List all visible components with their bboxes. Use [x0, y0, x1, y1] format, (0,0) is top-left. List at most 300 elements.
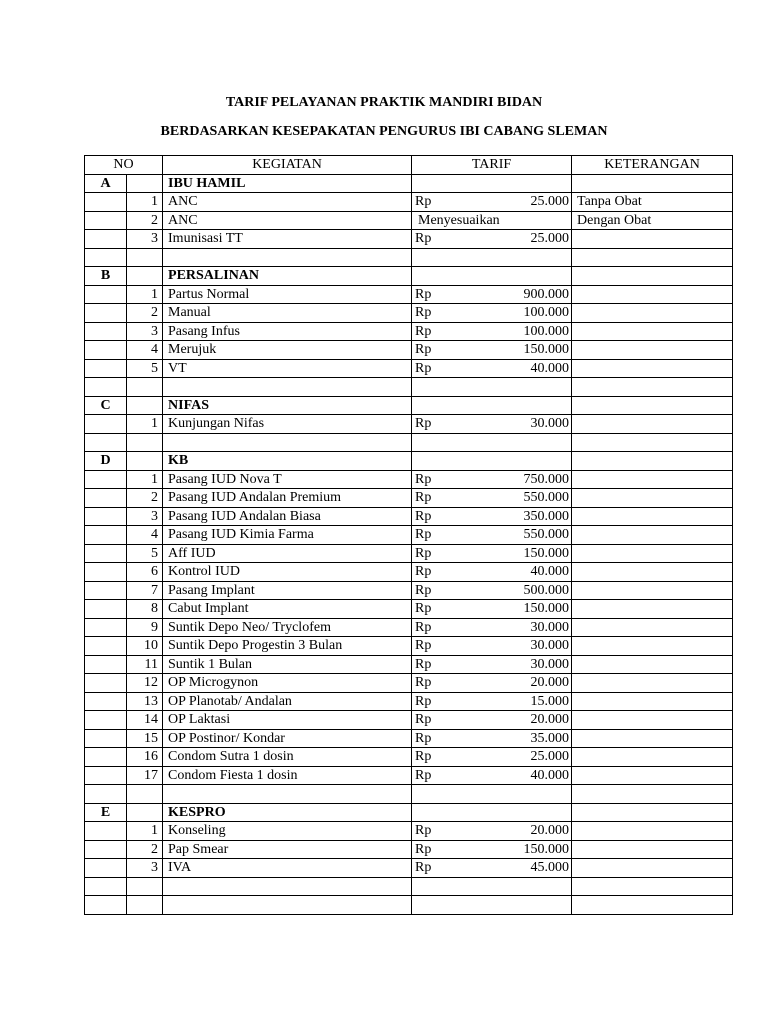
item-keterangan: [572, 692, 733, 711]
item-number: 5: [127, 544, 163, 563]
section-title: KB: [163, 452, 412, 471]
item-number: 3: [127, 507, 163, 526]
item-tarif: [412, 470, 572, 489]
cell-code-empty: [85, 822, 127, 841]
tarif-amount: 25.000: [530, 194, 570, 210]
item-keterangan: [572, 840, 733, 859]
item-number: 15: [127, 729, 163, 748]
table-row: [85, 193, 733, 212]
table-row: [85, 285, 733, 304]
currency-label: Rp: [415, 231, 432, 247]
item-keterangan: [572, 563, 733, 582]
item-keterangan: [572, 470, 733, 489]
section-code: C: [85, 396, 127, 415]
empty-cell: [572, 785, 733, 804]
tarif-amount: 350.000: [523, 508, 570, 524]
empty-cell: [412, 433, 572, 452]
empty-row: [85, 785, 733, 804]
cell-code-empty: [85, 618, 127, 637]
item-number: 1: [127, 822, 163, 841]
currency-label: Rp: [415, 693, 432, 709]
item-number: 1: [127, 285, 163, 304]
item-kegiatan: Konseling: [163, 822, 412, 841]
currency-label: Rp: [415, 305, 432, 321]
empty-cell: [127, 877, 163, 896]
item-kegiatan: Suntik Depo Neo/ Tryclofem: [163, 618, 412, 637]
cell-code-empty: [85, 211, 127, 230]
table-row: [85, 230, 733, 249]
item-keterangan: [572, 507, 733, 526]
item-keterangan: [572, 748, 733, 767]
item-number: 5: [127, 359, 163, 378]
empty-cell: [85, 248, 127, 267]
item-keterangan: [572, 322, 733, 341]
item-tarif: [412, 415, 572, 434]
empty-row: [85, 433, 733, 452]
currency-label: Rp: [415, 767, 432, 783]
item-kegiatan: Pap Smear: [163, 840, 412, 859]
item-tarif: [412, 674, 572, 693]
currency-label: Rp: [415, 360, 432, 376]
cell-num-empty: [127, 803, 163, 822]
tarif-amount: 750.000: [523, 471, 570, 487]
cell-code-empty: [85, 230, 127, 249]
cell-keterangan-empty: [572, 267, 733, 286]
cell-code-empty: [85, 637, 127, 656]
item-kegiatan: Condom Fiesta 1 dosin: [163, 766, 412, 785]
cell-code-empty: [85, 507, 127, 526]
item-number: 12: [127, 674, 163, 693]
item-tarif: [412, 563, 572, 582]
currency-label: Rp: [415, 416, 432, 432]
empty-cell: [163, 378, 412, 397]
section-row: [85, 396, 733, 415]
table-header-row: [85, 156, 733, 175]
cell-keterangan-empty: [572, 174, 733, 193]
cell-code-empty: [85, 766, 127, 785]
currency-label: Rp: [415, 508, 432, 524]
item-keterangan: [572, 655, 733, 674]
currency-label: Rp: [415, 675, 432, 691]
tarif-amount: 40.000: [530, 767, 570, 783]
cell-tarif-empty: [412, 803, 572, 822]
item-kegiatan: Kunjungan Nifas: [163, 415, 412, 434]
section-title: NIFAS: [163, 396, 412, 415]
table-row: [85, 674, 733, 693]
item-kegiatan: Pasang IUD Kimia Farma: [163, 526, 412, 545]
cell-code-empty: [85, 600, 127, 619]
item-keterangan: [572, 859, 733, 878]
empty-cell: [85, 896, 127, 915]
cell-code-empty: [85, 415, 127, 434]
tarif-amount: 150.000: [523, 841, 570, 857]
cell-keterangan-empty: [572, 452, 733, 471]
item-kegiatan: Pasang IUD Andalan Biasa: [163, 507, 412, 526]
item-number: 16: [127, 748, 163, 767]
tarif-amount: 30.000: [530, 638, 570, 654]
section-row: [85, 452, 733, 471]
item-keterangan: [572, 618, 733, 637]
tarif-amount: 15.000: [530, 693, 570, 709]
currency-label: Rp: [415, 564, 432, 580]
cell-code-empty: [85, 544, 127, 563]
empty-cell: [85, 433, 127, 452]
item-tarif: [412, 637, 572, 656]
cell-code-empty: [85, 655, 127, 674]
table-row: [85, 544, 733, 563]
table-row: [85, 581, 733, 600]
empty-cell: [127, 248, 163, 267]
table-row: [85, 526, 733, 545]
item-tarif: [412, 526, 572, 545]
cell-code-empty: [85, 692, 127, 711]
table-row: [85, 618, 733, 637]
section-code: A: [85, 174, 127, 193]
item-number: 8: [127, 600, 163, 619]
item-tarif: [412, 822, 572, 841]
cell-code-empty: [85, 193, 127, 212]
item-tarif: [412, 544, 572, 563]
table-row: [85, 711, 733, 730]
cell-code-empty: [85, 470, 127, 489]
item-kegiatan: Pasang IUD Nova T: [163, 470, 412, 489]
cell-code-empty: [85, 489, 127, 508]
cell-num-empty: [127, 452, 163, 471]
empty-cell: [412, 378, 572, 397]
item-number: 2: [127, 211, 163, 230]
item-keterangan: [572, 637, 733, 656]
item-tarif: [412, 711, 572, 730]
document-subtitle: BERDASARKAN KESEPAKATAN PENGURUS IBI CABANG SLEMAN: [160, 124, 608, 139]
document-title: TARIF PELAYANAN PRAKTIK MANDIRI BIDAN: [225, 95, 543, 110]
item-number: 3: [127, 859, 163, 878]
item-number: 4: [127, 341, 163, 360]
item-tarif: [412, 304, 572, 323]
empty-cell: [163, 433, 412, 452]
cell-code-empty: [85, 581, 127, 600]
item-kegiatan: ANC: [163, 193, 412, 212]
item-tarif: [412, 211, 572, 230]
cell-keterangan-empty: [572, 396, 733, 415]
empty-cell: [412, 877, 572, 896]
tarif-amount: 100.000: [523, 305, 570, 321]
table-row: [85, 341, 733, 360]
cell-keterangan-empty: [572, 803, 733, 822]
currency-label: Rp: [415, 471, 432, 487]
item-number: 14: [127, 711, 163, 730]
table-row: [85, 692, 733, 711]
item-keterangan: [572, 822, 733, 841]
tarif-amount: 35.000: [530, 730, 570, 746]
item-tarif: [412, 285, 572, 304]
item-tarif: [412, 230, 572, 249]
empty-cell: [412, 896, 572, 915]
tarif-amount: 550.000: [523, 527, 570, 543]
item-tarif: [412, 655, 572, 674]
item-number: 1: [127, 470, 163, 489]
item-keterangan: [572, 729, 733, 748]
item-keterangan: [572, 674, 733, 693]
currency-label: Rp: [415, 841, 432, 857]
currency-label: Rp: [415, 749, 432, 765]
item-kegiatan: Aff IUD: [163, 544, 412, 563]
table-row: [85, 563, 733, 582]
tarif-amount: 150.000: [523, 342, 570, 358]
item-kegiatan: Pasang IUD Andalan Premium: [163, 489, 412, 508]
item-kegiatan: Pasang Implant: [163, 581, 412, 600]
tarif-amount: 30.000: [530, 656, 570, 672]
tarif-amount: 500.000: [523, 582, 570, 598]
item-kegiatan: Kontrol IUD: [163, 563, 412, 582]
item-number: 3: [127, 230, 163, 249]
empty-row: [85, 877, 733, 896]
item-keterangan: [572, 415, 733, 434]
item-kegiatan: ANC: [163, 211, 412, 230]
currency-label: Rp: [415, 730, 432, 746]
item-kegiatan: IVA: [163, 859, 412, 878]
empty-cell: [572, 433, 733, 452]
empty-cell: [572, 896, 733, 915]
tarif-amount: 25.000: [530, 231, 570, 247]
table-row: [85, 507, 733, 526]
empty-cell: [127, 896, 163, 915]
cell-code-empty: [85, 285, 127, 304]
empty-cell: [127, 433, 163, 452]
item-kegiatan: Suntik 1 Bulan: [163, 655, 412, 674]
header-kegiatan: KEGIATAN: [163, 156, 412, 175]
tarif-amount: 40.000: [530, 564, 570, 580]
table-body: [85, 174, 733, 914]
currency-label: Rp: [415, 545, 432, 561]
empty-cell: [127, 785, 163, 804]
empty-cell: [163, 248, 412, 267]
cell-code-empty: [85, 840, 127, 859]
table-row: [85, 489, 733, 508]
table-row: [85, 655, 733, 674]
table-row: [85, 840, 733, 859]
item-tarif: [412, 193, 572, 212]
table-row: [85, 729, 733, 748]
item-keterangan: [572, 711, 733, 730]
cell-tarif-empty: [412, 267, 572, 286]
tarif-amount: 20.000: [530, 712, 570, 728]
item-keterangan: [572, 285, 733, 304]
table-row: [85, 748, 733, 767]
item-number: 13: [127, 692, 163, 711]
item-tarif: [412, 840, 572, 859]
currency-label: Rp: [415, 638, 432, 654]
table-row: [85, 304, 733, 323]
empty-row: [85, 378, 733, 397]
section-code: E: [85, 803, 127, 822]
item-number: 17: [127, 766, 163, 785]
item-number: 2: [127, 489, 163, 508]
currency-label: Rp: [415, 619, 432, 635]
table-row: [85, 211, 733, 230]
empty-cell: [85, 785, 127, 804]
item-keterangan: [572, 581, 733, 600]
item-number: 2: [127, 304, 163, 323]
item-number: 6: [127, 563, 163, 582]
tarif-amount: 30.000: [530, 416, 570, 432]
empty-row: [85, 896, 733, 915]
currency-label: Rp: [415, 860, 432, 876]
item-keterangan: [572, 304, 733, 323]
empty-cell: [572, 248, 733, 267]
cell-code-empty: [85, 359, 127, 378]
cell-num-empty: [127, 267, 163, 286]
cell-tarif-empty: [412, 396, 572, 415]
empty-cell: [572, 378, 733, 397]
item-keterangan: [572, 600, 733, 619]
item-kegiatan: Partus Normal: [163, 285, 412, 304]
header-tarif: TARIF: [412, 156, 572, 175]
section-code: B: [85, 267, 127, 286]
tarif-amount: 150.000: [523, 601, 570, 617]
cell-tarif-empty: [412, 452, 572, 471]
item-tarif: [412, 859, 572, 878]
cell-code-empty: [85, 711, 127, 730]
item-number: 7: [127, 581, 163, 600]
table-row: [85, 766, 733, 785]
table-row: [85, 822, 733, 841]
tarif-amount: 25.000: [530, 749, 570, 765]
item-tarif: [412, 618, 572, 637]
currency-label: Rp: [415, 823, 432, 839]
item-kegiatan: OP Microgynon: [163, 674, 412, 693]
empty-cell: [85, 877, 127, 896]
item-number: 4: [127, 526, 163, 545]
currency-label: Rp: [415, 527, 432, 543]
item-kegiatan: Merujuk: [163, 341, 412, 360]
tarif-amount: 20.000: [530, 675, 570, 691]
empty-cell: [572, 877, 733, 896]
currency-label: Rp: [415, 323, 432, 339]
item-kegiatan: OP Postinor/ Kondar: [163, 729, 412, 748]
item-kegiatan: Manual: [163, 304, 412, 323]
table-row: [85, 359, 733, 378]
section-row: [85, 174, 733, 193]
currency-label: Rp: [415, 656, 432, 672]
cell-code-empty: [85, 729, 127, 748]
table-row: [85, 637, 733, 656]
tarif-amount: 40.000: [530, 360, 570, 376]
section-title: PERSALINAN: [163, 267, 412, 286]
currency-label: Rp: [415, 712, 432, 728]
item-number: 2: [127, 840, 163, 859]
table-row: [85, 415, 733, 434]
item-keterangan: [572, 341, 733, 360]
tarif-amount: 150.000: [523, 545, 570, 561]
item-keterangan: [572, 230, 733, 249]
item-tarif: [412, 581, 572, 600]
table-row: [85, 470, 733, 489]
tarif-amount: 550.000: [523, 490, 570, 506]
section-code: D: [85, 452, 127, 471]
currency-label: Rp: [415, 286, 432, 302]
tarif-amount: 45.000: [530, 860, 570, 876]
item-kegiatan: OP Laktasi: [163, 711, 412, 730]
item-number: 10: [127, 637, 163, 656]
item-tarif: [412, 748, 572, 767]
cell-code-empty: [85, 859, 127, 878]
item-number: 3: [127, 322, 163, 341]
tarif-amount: 30.000: [530, 619, 570, 635]
cell-tarif-empty: [412, 174, 572, 193]
currency-label: Rp: [415, 342, 432, 358]
item-tarif: [412, 507, 572, 526]
tarif-amount: 20.000: [530, 823, 570, 839]
item-number: 1: [127, 415, 163, 434]
section-title: KESPRO: [163, 803, 412, 822]
currency-label: Rp: [415, 601, 432, 617]
item-kegiatan: Pasang Infus: [163, 322, 412, 341]
cell-code-empty: [85, 322, 127, 341]
empty-cell: [85, 378, 127, 397]
empty-cell: [163, 785, 412, 804]
tariff-table: [84, 155, 733, 915]
cell-code-empty: [85, 526, 127, 545]
item-number: 11: [127, 655, 163, 674]
item-kegiatan: Suntik Depo Progestin 3 Bulan: [163, 637, 412, 656]
section-title: IBU HAMIL: [163, 174, 412, 193]
empty-cell: [412, 248, 572, 267]
item-tarif: [412, 729, 572, 748]
header-keterangan: KETERANGAN: [572, 156, 733, 175]
table-row: [85, 859, 733, 878]
item-tarif: [412, 692, 572, 711]
section-row: [85, 803, 733, 822]
item-kegiatan: VT: [163, 359, 412, 378]
item-number: 9: [127, 618, 163, 637]
empty-row: [85, 248, 733, 267]
header-no: NO: [85, 156, 163, 175]
item-tarif: [412, 489, 572, 508]
item-tarif: [412, 600, 572, 619]
empty-cell: [412, 785, 572, 804]
item-tarif: [412, 341, 572, 360]
empty-cell: [163, 877, 412, 896]
item-keterangan: [572, 544, 733, 563]
item-tarif: [412, 322, 572, 341]
tarif-amount: 100.000: [523, 323, 570, 339]
item-tarif: [412, 766, 572, 785]
item-kegiatan: Cabut Implant: [163, 600, 412, 619]
item-kegiatan: OP Planotab/ Andalan: [163, 692, 412, 711]
tarif-amount: 900.000: [523, 286, 570, 302]
item-keterangan: [572, 359, 733, 378]
cell-code-empty: [85, 563, 127, 582]
item-keterangan: Dengan Obat: [572, 211, 733, 230]
table-row: [85, 600, 733, 619]
cell-num-empty: [127, 396, 163, 415]
cell-num-empty: [127, 174, 163, 193]
item-kegiatan: Condom Sutra 1 dosin: [163, 748, 412, 767]
empty-cell: [163, 896, 412, 915]
item-kegiatan: Imunisasi TT: [163, 230, 412, 249]
cell-code-empty: [85, 674, 127, 693]
currency-label: Rp: [415, 490, 432, 506]
item-keterangan: [572, 489, 733, 508]
cell-code-empty: [85, 341, 127, 360]
item-keterangan: [572, 766, 733, 785]
section-row: [85, 267, 733, 286]
cell-code-empty: [85, 748, 127, 767]
item-keterangan: [572, 526, 733, 545]
empty-cell: [127, 378, 163, 397]
item-keterangan: Tanpa Obat: [572, 193, 733, 212]
tarif-text: Menyesuaikan: [418, 212, 500, 228]
